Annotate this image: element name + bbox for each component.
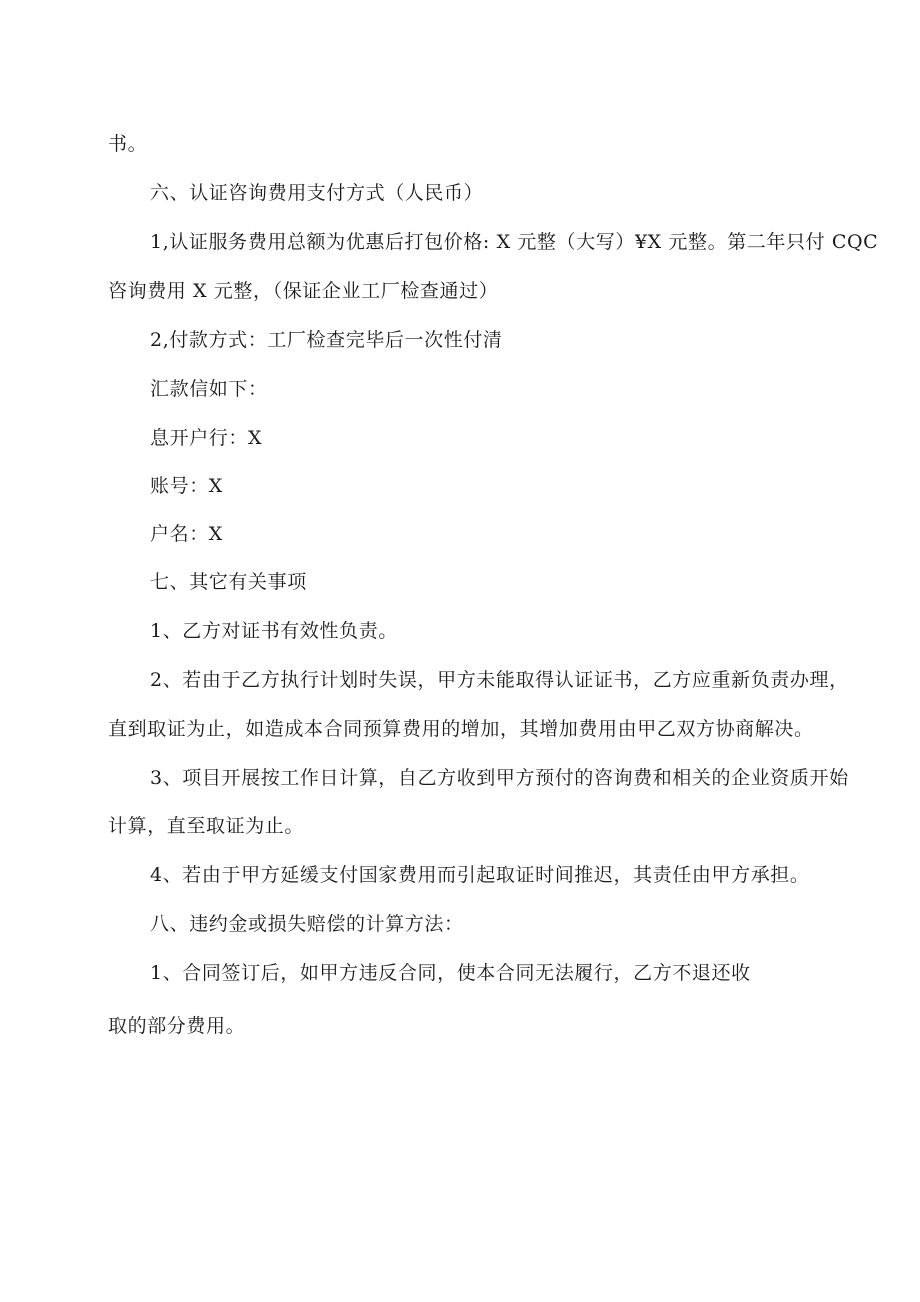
paragraph-line: 4、若由于甲方延缓支付国家费用而引起取证时间推迟，其责任由甲方承担。 [150, 864, 810, 886]
paragraph-line: 3、项目开展按工作日计算，自乙方收到甲方预付的咨询费和相关的企业资质开始 [150, 767, 849, 789]
paragraph-line: 1,认证服务费用总额为优惠后打包价格: X 元整（大写）¥X 元整。第二年只付 CQC [150, 231, 879, 253]
paragraph-line: 咨询费用 X 元整，（保证企业工厂检查通过） [108, 280, 499, 302]
paragraph-line: 直到取证为止，如造成本合同预算费用的增加，其增加费用由甲乙双方协商解决。 [108, 718, 814, 740]
paragraph-line: 1、乙方对证书有效性负责。 [150, 620, 398, 642]
text-line-continuation: 书。 [108, 133, 148, 155]
account-number-line: 账号：X [150, 475, 223, 497]
paragraph-line: 1、合同签订后，如甲方违反合同，使本合同无法履行，乙方不退还收 [150, 962, 751, 984]
section-heading-other-matters: 七、其它有关事项 [150, 571, 307, 593]
paragraph-line: 取的部分费用。 [108, 1015, 246, 1037]
paragraph-line: 2、若由于乙方执行计划时失误，甲方未能取得认证证书，乙方应重新负责办理， [150, 669, 849, 691]
remittance-info-label: 汇款信如下： [150, 378, 268, 400]
bank-name-line: 息开户行：X [150, 427, 263, 449]
section-heading-payment: 六、认证咨询费用支付方式（人民币） [150, 182, 484, 204]
paragraph-line: 计算，直至取证为止。 [108, 815, 305, 837]
paragraph-line: 2,付款方式：工厂检查完毕后一次性付清 [150, 329, 503, 351]
account-holder-line: 户名：X [150, 523, 223, 545]
section-heading-penalty: 八、违约金或损失赔偿的计算方法： [150, 913, 464, 935]
